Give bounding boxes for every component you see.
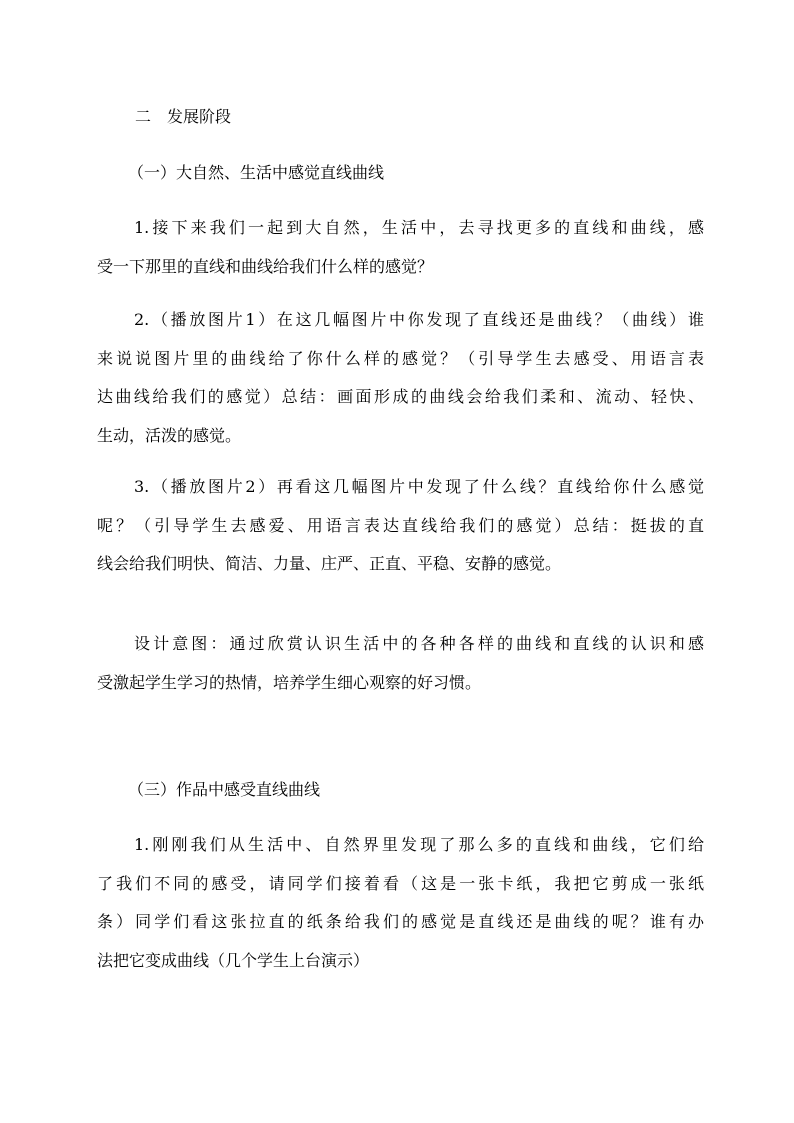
paragraph-line: 2.（播放图片1）在这几幅图片中你发现了直线还是曲线？（曲线）谁 [134,310,704,329]
paragraph-line: 法把它变成曲线（几个学生上台演示） [97,950,370,970]
paragraph-5 [97,826,704,980]
paragraph-2 [97,301,704,455]
subsection-heading-3: （三）作品中感受直线曲线 [128,780,321,799]
paragraph-line: 呢？（引导学生去感爱、用语言表达直线给我们的感觉）总结：挺拔的直 [97,515,704,535]
paragraph-line: 了我们不同的感受，请同学们接着看（这是一张卡纸，我把它剪成一张纸 [97,873,704,893]
paragraph-line: 生动，活泼的感觉。 [97,425,242,445]
paragraph-line: 1.刚刚我们从生活中、自然界里发现了那么多的直线和曲线，它们给 [134,835,704,854]
paragraph-line: 条）同学们看这张拉直的纸条给我们的感觉是直线还是曲线的呢？谁有办 [97,912,704,931]
paragraph-design-intent [97,625,704,702]
paragraph-line: 3.（播放图片2）再看这几幅图片中发现了什么线？直线给你什么感觉 [134,477,704,496]
paragraph-1 [97,209,704,286]
section-heading: 二 发展阶段 [135,107,232,126]
paragraph-line: 设计意图：通过欣赏认识生活中的各种各样的曲线和直线的认识和感 [134,634,704,653]
subsection-heading-1: （一）大自然、生活中感觉直线曲线 [128,163,385,182]
paragraph-line: 受一下那里的直线和曲线给我们什么样的感觉？ [97,256,434,276]
paragraph-line: 来说说图片里的曲线给了你什么样的感觉？（引导学生去感受、用语言表 [97,348,704,368]
paragraph-line: 达曲线给我们的感觉）总结：画面形成的曲线会给我们柔和、流动、轻快、 [97,387,704,406]
paragraph-3 [97,468,704,584]
paragraph-line: 线会给我们明快、简洁、力量、庄严、正直、平稳、安静的感觉。 [97,554,562,573]
paragraph-line: 1.接下来我们一起到大自然，生活中，去寻找更多的直线和曲线，感 [134,218,704,237]
paragraph-line: 受激起学生学习的热情，培养学生细心观察的好习惯。 [97,672,482,692]
